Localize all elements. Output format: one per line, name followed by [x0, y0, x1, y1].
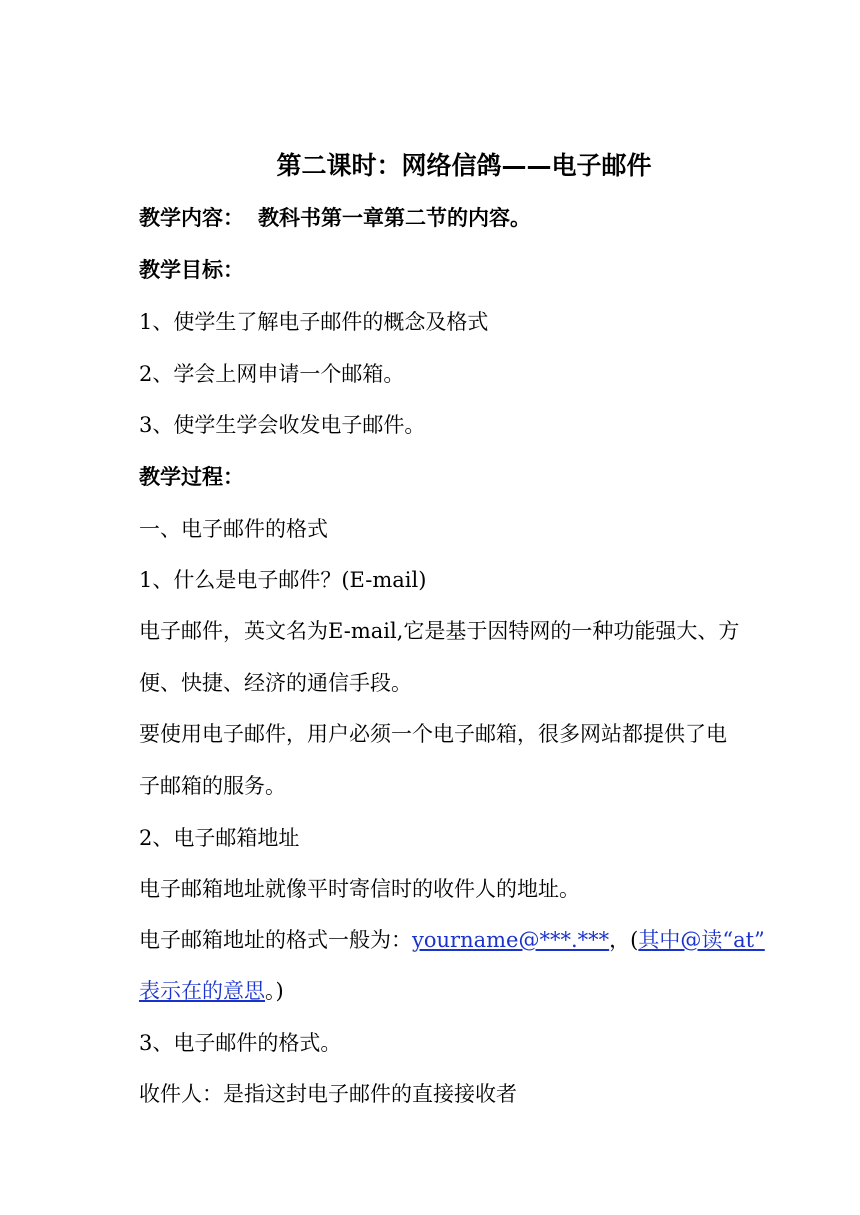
section-heading: 一、电子邮件的格式 — [139, 517, 328, 541]
address-format-prefix: 电子邮箱地址的格式一般为： — [139, 928, 412, 952]
teaching-content-value: 教科书第一章第二节的内容。 — [258, 205, 531, 230]
address-format-suffix: 。) — [265, 979, 284, 1003]
at-explanation-link[interactable]: 其中@读“at” — [638, 928, 765, 952]
paragraph-line: 电子邮箱地址就像平时寄信时的收件人的地址。 — [139, 877, 580, 901]
lesson-title: 第二课时：网络信鸽——电子邮件 — [276, 151, 652, 180]
address-format-line — [139, 920, 765, 960]
paragraph-line: 子邮箱的服务。 — [139, 774, 286, 798]
objective-item: 3、使学生学会收发电子邮件。 — [139, 413, 426, 437]
email-format-link[interactable]: yourname@***.*** — [412, 928, 610, 952]
teaching-content-label: 教学内容： — [139, 205, 244, 230]
question-email-address: 2、电子邮箱地址 — [139, 826, 300, 850]
paragraph-line: 便、快捷、经济的通信手段。 — [139, 671, 412, 695]
at-explanation-link-continued[interactable]: 表示在的意思 — [139, 979, 265, 1003]
teaching-content-line — [139, 198, 531, 238]
paragraph-line: 收件人：是指这封电子邮件的直接接收者 — [139, 1082, 517, 1106]
objective-item: 1、使学生了解电子邮件的概念及格式 — [139, 310, 489, 334]
question-what-is-email: 1、什么是电子邮件？(E-mail) — [139, 568, 427, 592]
process-heading: 教学过程： — [139, 464, 244, 489]
paragraph-line: 要使用电子邮件，用户必须一个电子邮箱，很多网站都提供了电 — [139, 722, 727, 746]
address-format-line-continued — [139, 971, 284, 1011]
objective-item: 2、学会上网申请一个邮箱。 — [139, 362, 405, 386]
paragraph-line: 电子邮件，英文名为E-mail,它是基于因特网的一种功能强大、方 — [139, 619, 740, 643]
address-format-mid: ，( — [609, 928, 639, 952]
question-email-format: 3、电子邮件的格式。 — [139, 1031, 342, 1055]
objectives-heading: 教学目标： — [139, 257, 244, 282]
